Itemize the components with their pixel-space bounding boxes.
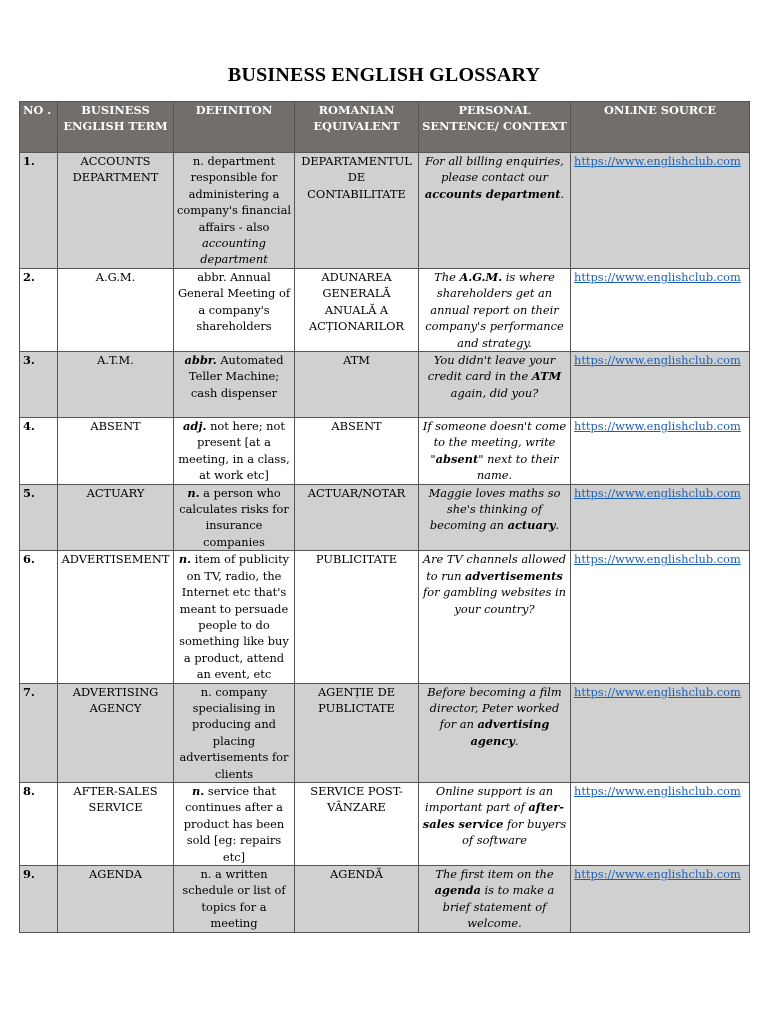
sentence-keyword: advertising agency xyxy=(470,717,550,748)
row-source xyxy=(571,153,750,269)
source-link[interactable]: https://www.englishclub.com xyxy=(574,552,741,567)
sentence-keyword: ATM xyxy=(531,369,562,384)
source-link[interactable]: https://www.englishclub.com xyxy=(574,485,741,500)
row-romanian: AGENDĂ xyxy=(295,866,419,933)
row-source xyxy=(571,866,750,933)
row-romanian: ACTUAR/NOTAR xyxy=(295,484,419,551)
table-row xyxy=(20,551,750,683)
sentence-keyword: accounts department xyxy=(424,186,561,201)
row-source xyxy=(571,683,750,782)
table-row xyxy=(20,269,750,352)
sentence-pre: Online support is an important part of xyxy=(425,783,554,815)
table-row xyxy=(20,352,750,418)
row-sentence xyxy=(419,418,571,485)
row-term: ADVERTISEMENT xyxy=(58,551,174,683)
row-definition xyxy=(174,683,295,782)
row-source xyxy=(571,551,750,683)
row-sentence xyxy=(419,269,571,352)
header-no: NO . xyxy=(20,102,58,153)
sentence-pre: The first item on the xyxy=(435,867,554,881)
header-sentence: PERSONAL SENTENCE/ CONTEXT xyxy=(419,102,571,153)
row-romanian: DEPARTAMENTUL DE CONTABILITATE xyxy=(295,153,419,269)
table-row xyxy=(20,484,750,551)
row-definition xyxy=(174,866,295,933)
row-source xyxy=(571,484,750,551)
row-term: AGENDA xyxy=(58,866,174,933)
definition-text: a person who calculates risks for insurance companies xyxy=(179,485,289,549)
sentence-pre: For all billing enquiries, please contact our xyxy=(425,154,564,185)
sentence-pre: You didn't leave your credit card in the xyxy=(427,353,556,384)
row-number: 5. xyxy=(20,484,58,551)
definition-abbr: adj. xyxy=(183,419,207,434)
row-number: 9. xyxy=(20,866,58,933)
sentence-keyword: absent xyxy=(435,451,479,466)
definition-text: Automated Teller Machine; cash dispenser xyxy=(188,353,284,400)
definition-text: abbr. Annual General Meeting of a company's shareholders xyxy=(177,270,291,334)
sentence-pre: Maggie loves maths so she's thinking of becoming an xyxy=(428,485,561,533)
row-definition xyxy=(174,153,295,269)
definition-abbr: n. xyxy=(187,485,200,500)
sentence-post: " next to their name. xyxy=(476,451,559,483)
sentence-post: again, did you? xyxy=(450,385,539,400)
row-number: 1. xyxy=(20,153,58,269)
source-link[interactable]: https://www.englishclub.com xyxy=(574,867,741,881)
row-sentence xyxy=(419,153,571,269)
table-row xyxy=(20,153,750,269)
row-sentence xyxy=(419,551,571,683)
row-term: AFTER-SALES SERVICE xyxy=(58,782,174,865)
table-row xyxy=(20,683,750,782)
source-link[interactable]: https://www.englishclub.com xyxy=(574,154,741,168)
row-source xyxy=(571,269,750,352)
source-link[interactable]: https://www.englishclub.com xyxy=(574,353,741,368)
row-source xyxy=(571,418,750,485)
row-term: ACCOUNTS DEPARTMENT xyxy=(58,153,174,269)
glossary-table xyxy=(19,101,750,933)
row-definition xyxy=(174,782,295,865)
header-romanian: ROMANIAN EQUIVALENT xyxy=(295,102,419,153)
row-number: 6. xyxy=(20,551,58,683)
row-number: 8. xyxy=(20,782,58,865)
row-sentence xyxy=(419,866,571,933)
row-term: ABSENT xyxy=(58,418,174,485)
header-term: BUSINESS ENGLISH TERM xyxy=(58,102,174,153)
sentence-pre: Before becoming a film director, Peter worked for an xyxy=(427,684,562,732)
sentence-keyword: agenda xyxy=(434,883,481,898)
row-number: 4. xyxy=(20,418,58,485)
definition-text: not here; not present [at a meeting, in a class, at work etc] xyxy=(178,419,290,483)
definition-text: n. company specialising in producing and placing advertisements for clients xyxy=(179,684,289,781)
table-row xyxy=(20,866,750,933)
sentence-pre: Are TV channels allowed to run xyxy=(422,552,567,583)
definition-text: n. department responsible for administering a company's financial affairs - also xyxy=(177,154,292,234)
source-link[interactable]: https://www.englishclub.com xyxy=(574,783,741,798)
sentence-pre: If someone doesn't come to the meeting, write " xyxy=(422,419,567,466)
row-source xyxy=(571,352,750,418)
definition-text: n. a written schedule or list of topics for a meeting xyxy=(182,867,286,931)
row-source xyxy=(571,782,750,865)
row-romanian: AGENȚIE DE PUBLICTATE xyxy=(295,683,419,782)
sentence-post: . xyxy=(514,733,519,748)
row-term: ADVERTISING AGENCY xyxy=(58,683,174,782)
page-title: BUSINESS ENGLISH GLOSSARY xyxy=(227,64,541,86)
row-number: 2. xyxy=(20,269,58,352)
row-romanian: ABSENT xyxy=(295,418,419,485)
row-sentence xyxy=(419,484,571,551)
row-definition xyxy=(174,551,295,683)
sentence-keyword: actuary xyxy=(507,518,556,533)
definition-alt: accounting department xyxy=(200,236,268,267)
table-row xyxy=(20,782,750,865)
row-romanian: ATM xyxy=(295,352,419,418)
row-definition xyxy=(174,269,295,352)
sentence-post: for gambling websites in your country? xyxy=(423,585,566,616)
row-romanian: ADUNAREA GENERALĂ ANUALĂ A ACȚIONARILOR xyxy=(295,269,419,352)
sentence-keyword: after-sales service xyxy=(422,800,564,831)
sentence-keyword: advertisements xyxy=(465,568,563,583)
row-number: 7. xyxy=(20,683,58,782)
sentence-post: . xyxy=(560,186,565,201)
definition-abbr: n. xyxy=(178,552,192,567)
row-romanian: PUBLICITATE xyxy=(295,551,419,683)
sentence-post: is to make a brief statement of welcome. xyxy=(442,883,555,931)
definition-abbr: abbr. xyxy=(184,353,217,368)
sentence-post: is where shareholders get an annual report on their company's performance and strategy. xyxy=(425,270,564,350)
source-link[interactable]: https://www.englishclub.com xyxy=(574,270,741,284)
row-sentence xyxy=(419,683,571,782)
row-definition xyxy=(174,418,295,485)
sentence-keyword: A.G.M. xyxy=(459,270,503,284)
sentence-post: for buyers of software xyxy=(462,816,567,848)
source-link[interactable]: https://www.englishclub.com xyxy=(574,419,741,434)
definition-text: item of publicity on TV, radio, the Internet etc that's meant to persuade people to do something like buy a product, attend an event, etc xyxy=(179,552,290,682)
row-definition xyxy=(174,352,295,418)
table-row xyxy=(20,418,750,485)
sentence-pre: The xyxy=(434,270,460,284)
row-number: 3. xyxy=(20,352,58,418)
definition-text: service that continues after a product has been sold [eg: repairs etc] xyxy=(183,783,285,864)
row-sentence xyxy=(419,352,571,418)
source-link[interactable]: https://www.englishclub.com xyxy=(574,684,741,699)
sentence-post: . xyxy=(555,518,560,533)
row-term: A.G.M. xyxy=(58,269,174,352)
row-definition xyxy=(174,484,295,551)
header-definition: DEFINITON xyxy=(174,102,295,153)
row-sentence xyxy=(419,782,571,865)
row-romanian: SERVICE POST-VÂNZARE xyxy=(295,782,419,865)
table-header-row xyxy=(20,102,750,153)
row-term: A.T.M. xyxy=(58,352,174,418)
header-source: ONLINE SOURCE xyxy=(571,102,750,153)
definition-abbr: n. xyxy=(191,783,205,798)
row-term: ACTUARY xyxy=(58,484,174,551)
